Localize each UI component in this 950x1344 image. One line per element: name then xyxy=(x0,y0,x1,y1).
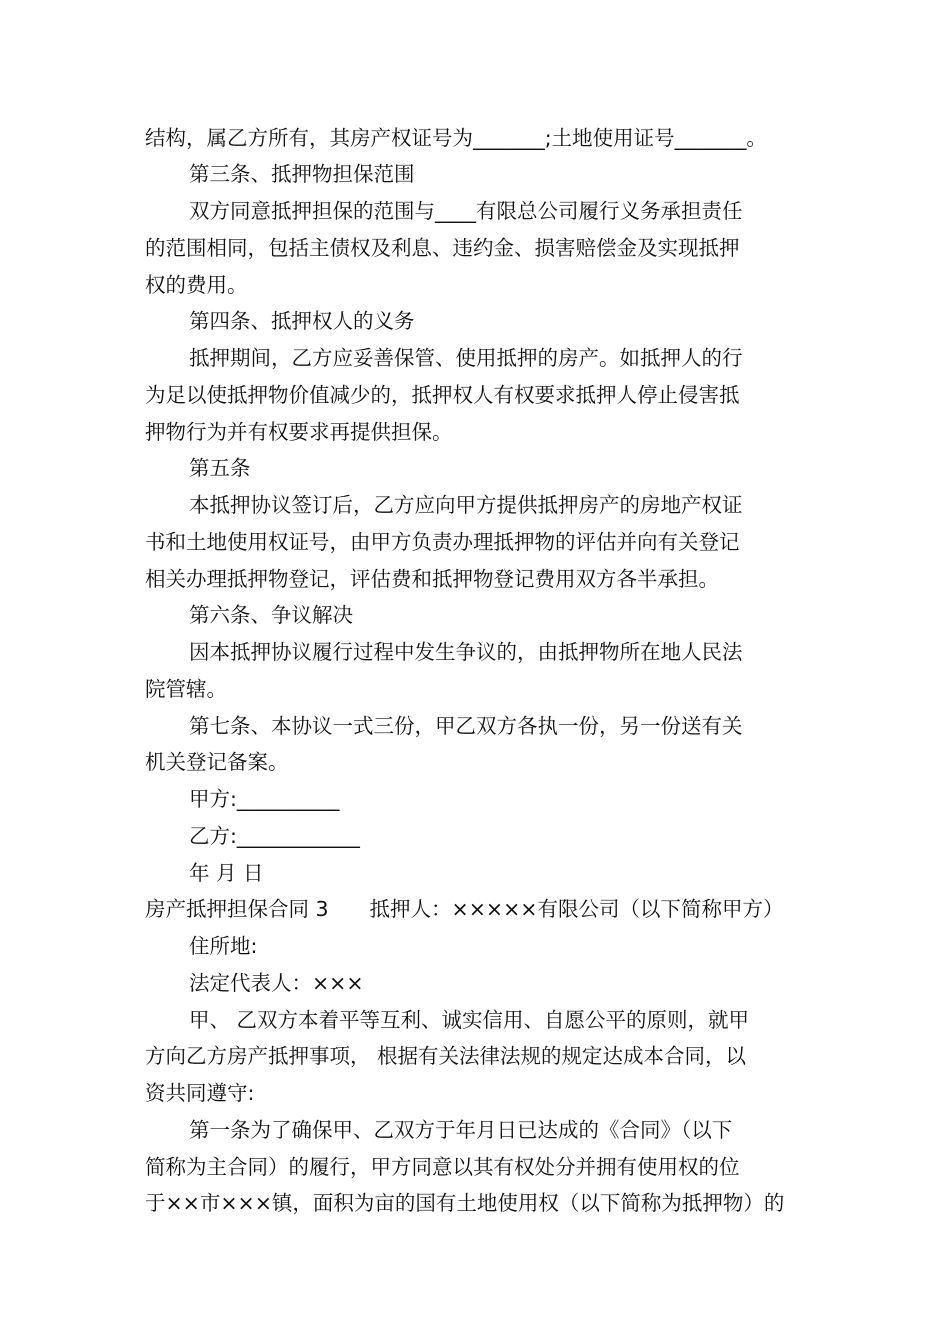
text-line: 结构，属乙方所有，其房产权证号为_______;土地使用证号_______。 xyxy=(145,126,767,150)
text-line: 简称为主合同）的履行，甲方同意以其有权处分并拥有使用权的位 xyxy=(145,1155,740,1179)
text-line: 于××市×××镇，面积为亩的国有土地使用权（以下简称为抵押物）的 xyxy=(145,1191,785,1215)
text-line: 本抵押协议签订后，乙方应向甲方提供抵押房产的房地产权证 xyxy=(189,493,743,517)
text-line: 住所地: xyxy=(189,934,258,958)
text-line: 押物行为并有权要求再提供担保。 xyxy=(145,420,453,444)
text-line: 第七条、本协议一式三份，甲乙双方各执一份，另一份送有关 xyxy=(189,714,743,738)
text-line: 书和土地使用权证号，由甲方负责办理抵押物的评估并向有关登记 xyxy=(145,530,740,554)
text-line: 抵押期间，乙方应妥善保管、使用抵押的房产。如抵押人的行 xyxy=(189,346,743,370)
signature-date: 年 月 日 xyxy=(189,861,264,885)
contract-title-line: 房产抵押担保合同 3 抵押人：×××××有限公司（以下简称甲方） xyxy=(145,897,784,921)
text-line: 法定代表人：××× xyxy=(189,971,364,995)
section-heading: 第六条、争议解决 xyxy=(189,603,353,627)
text-line: 为足以使抵押物价值减少的，抵押权人有权要求抵押人停止侵害抵 xyxy=(145,383,740,407)
text-line: 权的费用。 xyxy=(145,273,248,297)
text-line: 院管辖。 xyxy=(145,677,227,701)
section-heading: 第五条 xyxy=(189,456,251,480)
text-line: 双方同意抵押担保的范围与____有限总公司履行义务承担责任 xyxy=(189,199,743,223)
text-line: 机关登记备案。 xyxy=(145,750,289,774)
section-heading: 第三条、抵押物担保范围 xyxy=(189,162,415,186)
text-line: 甲、 乙双方本着平等互利、诚实信用、自愿公平的原则，就甲 xyxy=(189,1008,750,1032)
text-line: 方向乙方房产抵押事项， 根据有关法律法规的规定达成本合同，以 xyxy=(145,1044,747,1068)
signature-party-b: 乙方:____________ xyxy=(189,824,360,848)
section-heading: 第四条、抵押权人的义务 xyxy=(189,309,415,333)
text-line: 因本抵押协议履行过程中发生争议的，由抵押物所在地人民法 xyxy=(189,640,743,664)
text-line: 的范围相同，包括主债权及利息、违约金、损害赔偿金及实现抵押 xyxy=(145,236,740,260)
text-line: 资共同遵守: xyxy=(145,1081,255,1105)
signature-party-a: 甲方:__________ xyxy=(189,787,340,811)
text-line: 相关办理抵押物登记，评估费和抵押物登记费用双方各半承担。 xyxy=(145,567,719,591)
text-line: 第一条为了确保甲、乙双方于年月日已达成的《合同》（以下 xyxy=(189,1118,733,1142)
